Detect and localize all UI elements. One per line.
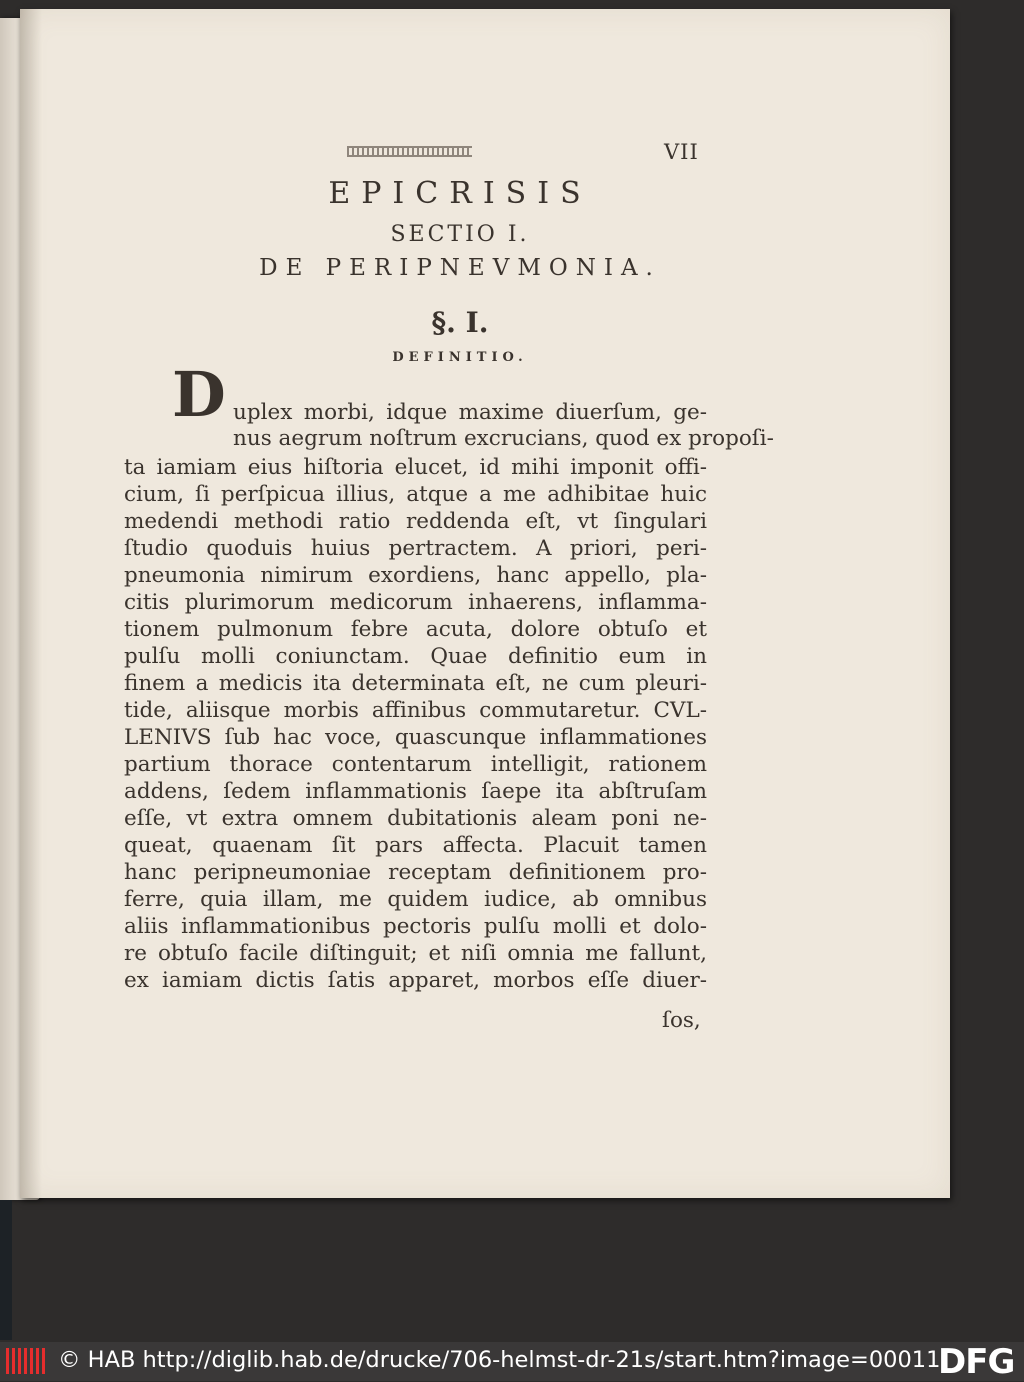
text-line: pneumonia nimirum exordiens, hanc appello, pla- — [124, 563, 707, 588]
text-line: ex iamiam dictis ſatis apparet, morbos eſſe diuer- — [124, 968, 707, 993]
text-line: partium thorace contentarum intelligit, rationem — [124, 752, 707, 777]
page-title: EPICRISIS — [328, 176, 592, 211]
hab-logo-icon[interactable] — [6, 1348, 48, 1374]
text-line: finem a medicis ita determinata eſt, ne cum pleuri- — [124, 671, 707, 696]
page-gutter-shadow — [20, 9, 42, 1198]
text-line: ſtudio quoduis huius pertractem. A priori, peri- — [124, 536, 707, 561]
text-line: ferre, quia illam, me quidem iudice, ab omnibus — [124, 887, 707, 912]
text-line: re obtuſo facile diſtinguit; et niſi omnia me fallunt, — [124, 941, 707, 966]
text-line: hanc peripneumoniae receptam definitionem pro- — [124, 860, 707, 885]
drop-cap: D — [172, 358, 226, 431]
text-line: LENIVS ſub hac voce, quascunque inflammationes — [124, 725, 707, 750]
text-line: aliis inflammationibus pectoris pulſu molli et dolo- — [124, 914, 707, 939]
subject-heading: DE PERIPNEVMONIA. — [259, 255, 661, 281]
book-cover-edge — [0, 1200, 12, 1340]
dfg-logo[interactable]: DFG — [938, 1342, 1015, 1382]
text-line: ta iamiam eius hiſtoria elucet, id mihi imponit offi- — [124, 455, 707, 480]
catchword: ſos, — [662, 1008, 701, 1033]
text-line: tide, aliisque morbis affinibus commutaretur. CVL- — [124, 698, 707, 723]
copyright-link[interactable]: © HAB http://diglib.hab.de/drucke/706-helmst-dr-21s/start.htm?image=00011 — [58, 1347, 941, 1373]
subheading: DEFINITIO. — [392, 350, 528, 365]
paragraph-mark: §. I. — [431, 306, 489, 339]
header-ornament — [347, 146, 472, 157]
text-line: uplex morbi, idque maxime diuerſum, ge- — [233, 400, 707, 425]
text-line: queat, quaenam ſit pars affecta. Placuit tamen — [124, 833, 707, 858]
text-line: medendi methodi ratio reddenda eſt, vt ſingulari — [124, 509, 707, 534]
text-line: addens, ſedem inflammationis ſaepe ita abſtruſam — [124, 779, 707, 804]
text-line: eſſe, vt extra omnem dubitationis aleam poni ne- — [124, 806, 707, 831]
text-line: citis plurimorum medicorum inhaerens, inflamma- — [124, 590, 707, 615]
page-number: VII — [664, 140, 699, 164]
text-line: cium, ſi perſpicua illius, atque a me adhibitae huic — [124, 482, 707, 507]
text-line: tionem pulmonum febre acuta, dolore obtuſo et — [124, 617, 707, 642]
section-heading: SECTIO I. — [390, 222, 530, 247]
text-line: nus aegrum noſtrum excrucians, quod ex propoſi- — [233, 426, 774, 451]
text-line: pulſu molli coniunctam. Quae definitio eum in — [124, 644, 707, 669]
